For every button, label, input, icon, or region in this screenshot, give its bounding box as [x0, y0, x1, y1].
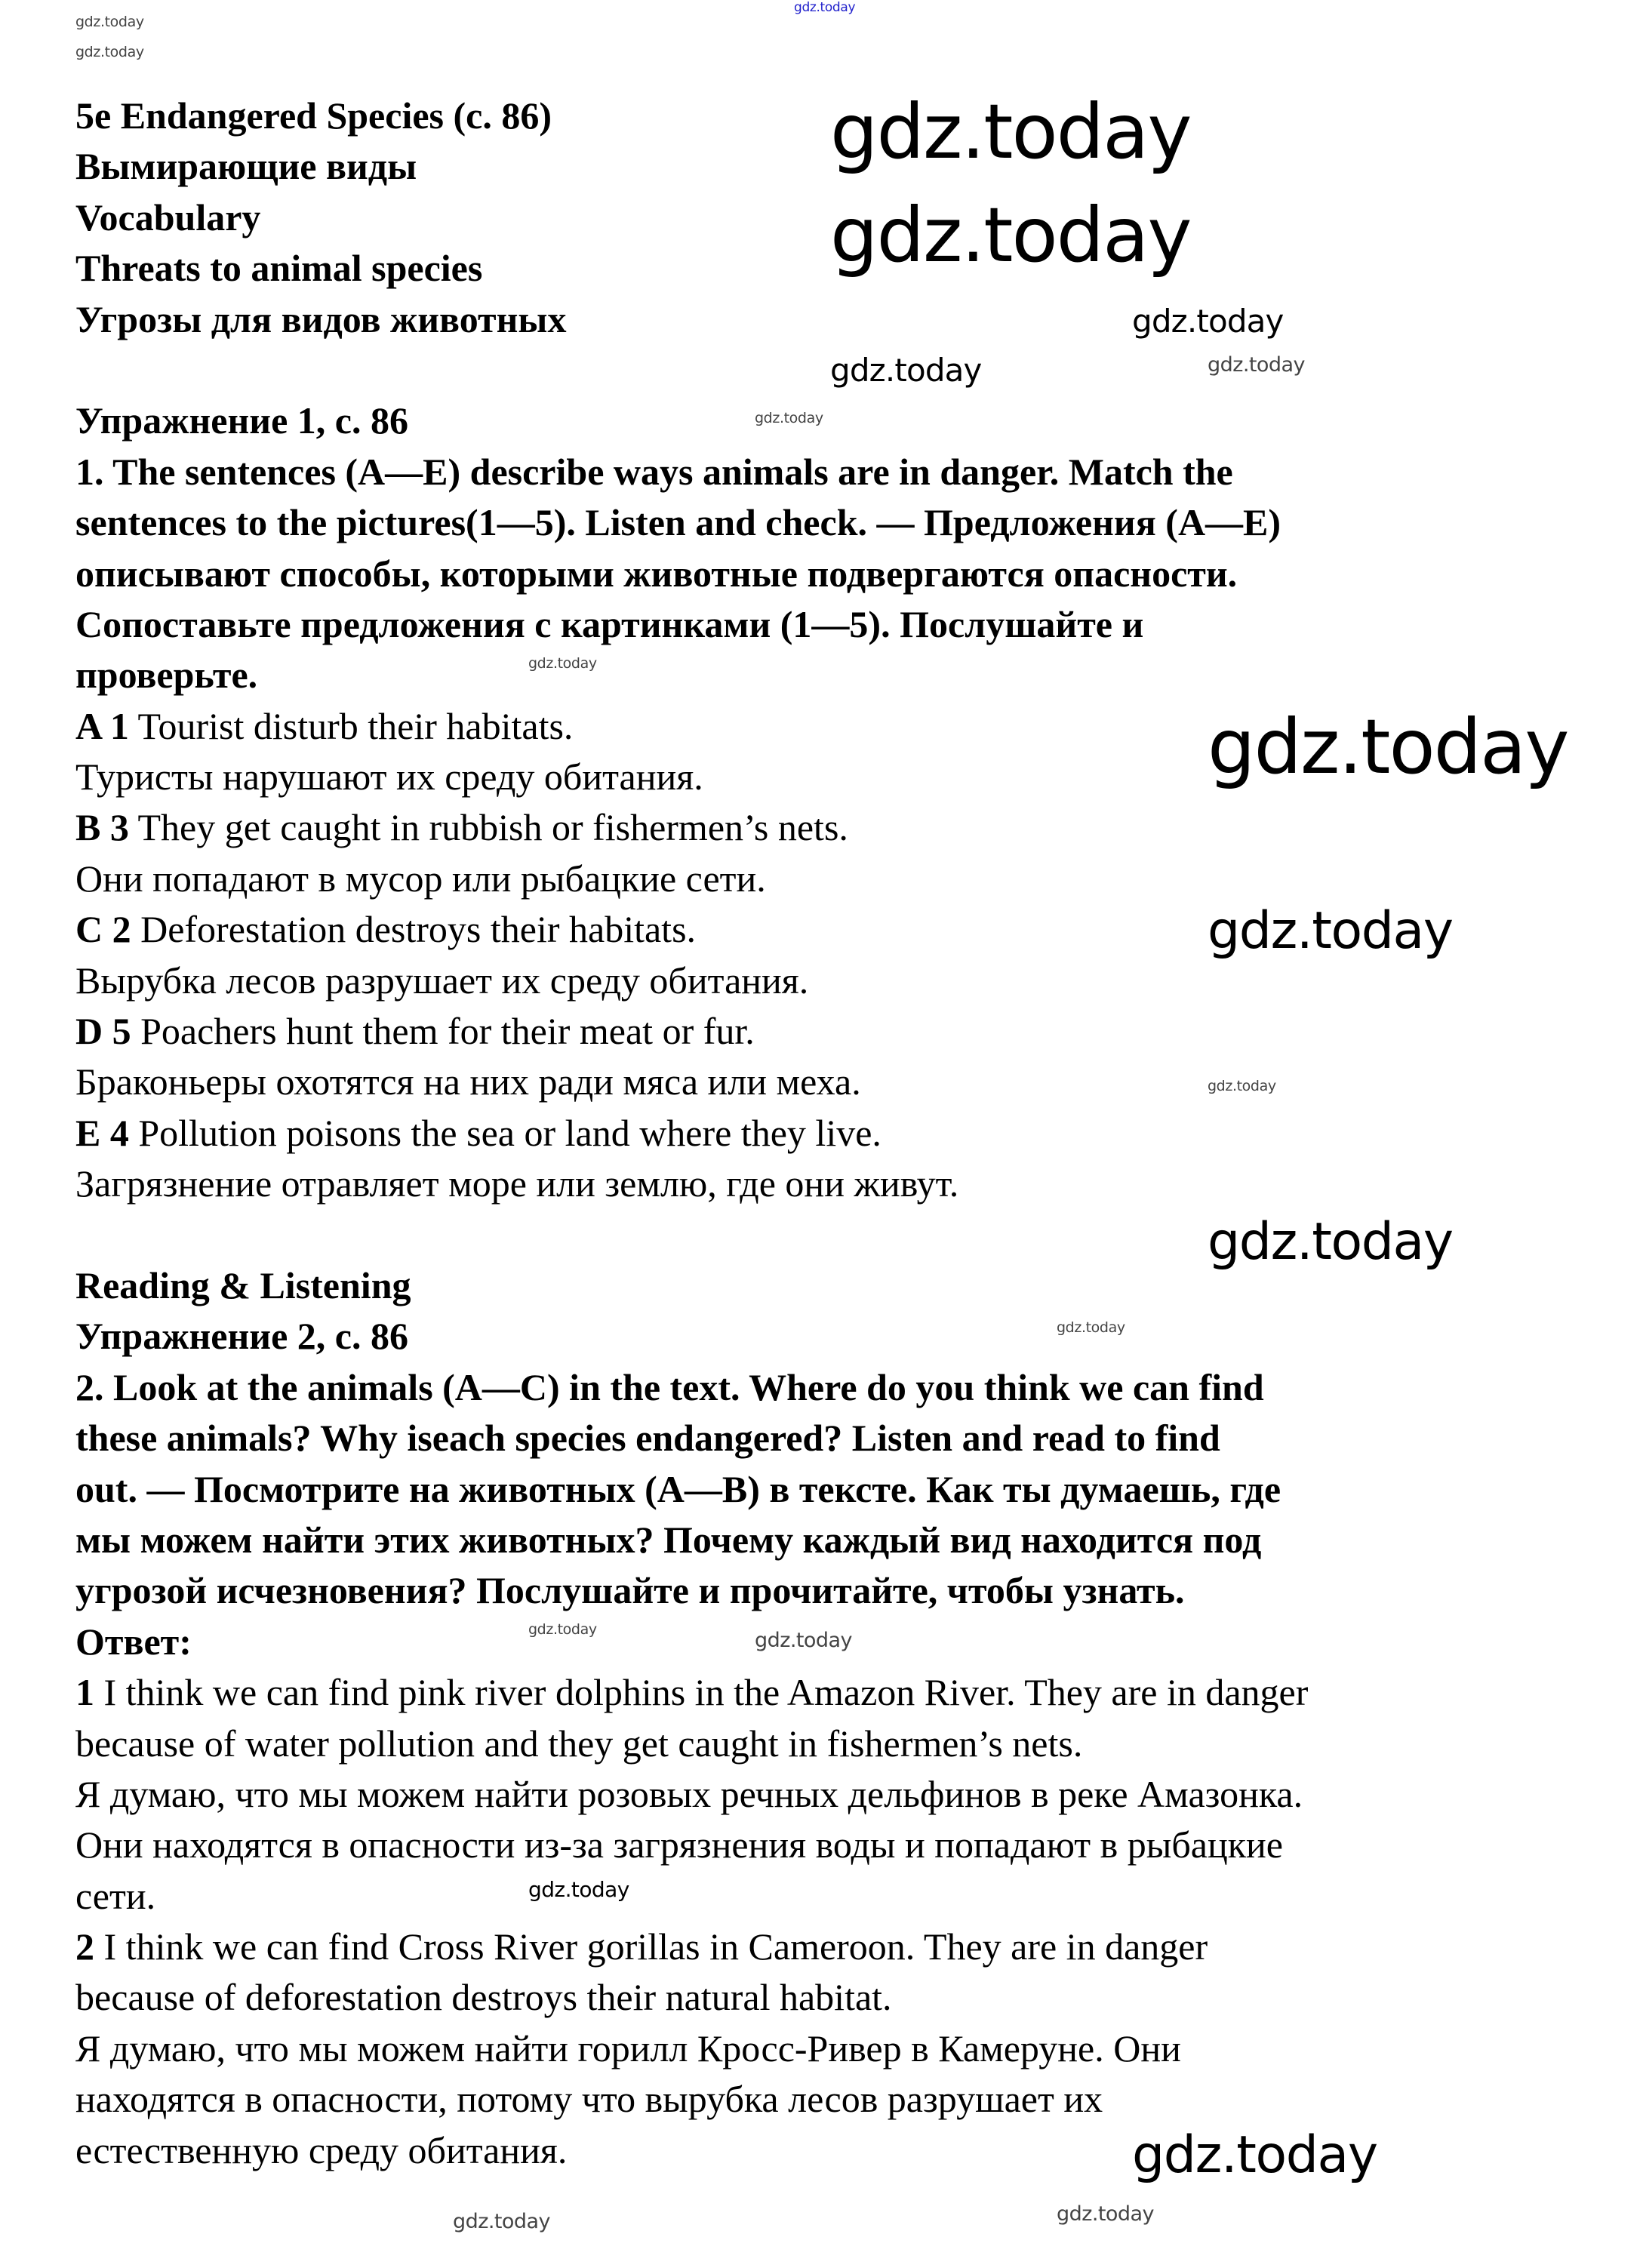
bold-text: угрозой исчезновения? Послушайте и прочитайте, чтобы узнать.	[75, 1569, 1185, 1612]
watermark: gdz.today	[830, 88, 1191, 176]
bold-text: 2	[75, 1925, 94, 1968]
regular-text: Я думаю, что мы можем найти розовых речных дельфинов в реке Амазонка.	[75, 1772, 1303, 1815]
text-line	[75, 1057, 1585, 1107]
text-line	[75, 956, 1585, 1006]
regular-text: Tourist disturb their habitats.	[128, 704, 574, 747]
regular-text: Deforestation destroys their habitats.	[131, 908, 697, 951]
text-line	[75, 1565, 1585, 1616]
bold-text: C 2	[75, 908, 131, 951]
bold-text: Vocabulary	[75, 195, 261, 238]
text-line	[75, 1719, 1585, 1769]
regular-text: Браконьеры охотятся на них ради мяса или меха.	[75, 1060, 861, 1103]
watermark: gdz.today	[794, 0, 856, 15]
text-line	[75, 294, 1585, 345]
text-line	[75, 1159, 1585, 1209]
text-line	[75, 1820, 1585, 1870]
text-line	[75, 599, 1585, 650]
bold-text: Сопоставьте предложения с картинками (1—5). Послушайте и	[75, 602, 1144, 645]
text-line	[75, 802, 1585, 853]
watermark: gdz.today	[75, 44, 144, 60]
bold-text: out. — Посмотрите на животных (A—B) в тексте. Как ты думаешь, где	[75, 1467, 1281, 1510]
bold-text: Reading & Listening	[75, 1263, 411, 1306]
watermark: gdz.today	[453, 2210, 550, 2233]
text-line	[75, 447, 1585, 497]
text-line	[75, 1413, 1585, 1463]
bold-text: описывают способы, которыми животные подвергаются опасности.	[75, 552, 1238, 595]
text-line	[75, 497, 1585, 548]
watermark: gdz.today	[755, 410, 823, 426]
text-line	[75, 2023, 1585, 2074]
watermark: gdz.today	[1057, 1319, 1125, 1336]
bold-text: E 4	[75, 1111, 129, 1154]
text-line	[75, 549, 1585, 599]
regular-text: I think we can find pink river dolphins in the Amazon River. They are in danger	[94, 1671, 1309, 1714]
document-body	[75, 88, 1585, 2176]
bold-text: sentences to the pictures(1—5). Listen and check. — Предложения (A—E)	[75, 501, 1281, 544]
text-line	[75, 2074, 1585, 2125]
bold-text: 1	[75, 1671, 94, 1714]
bold-text: проверьте.	[75, 654, 258, 697]
text-line	[75, 1769, 1585, 1820]
text-line	[75, 1922, 1585, 1972]
text-line	[75, 854, 1585, 904]
bold-text: Угрозы для видов животных	[75, 297, 567, 340]
bold-text: Threats to animal species	[75, 247, 483, 290]
text-line	[75, 1667, 1585, 1718]
text-line	[75, 1108, 1585, 1159]
regular-text: because of deforestation destroys their natural habitat.	[75, 1976, 892, 2019]
watermark: gdz.today	[755, 1629, 852, 1652]
bold-text: 2. Look at the animals (A—C) in the text. Where do you think we can find	[75, 1365, 1264, 1408]
watermark: gdz.today	[1208, 901, 1453, 961]
bold-text: Упражнение 2, с. 86	[75, 1315, 408, 1358]
bold-text: Ответ:	[75, 1620, 192, 1663]
watermark: gdz.today	[1208, 1078, 1276, 1094]
text-line	[75, 1464, 1585, 1515]
watermark: gdz.today	[528, 1877, 629, 1902]
regular-text: Я думаю, что мы можем найти горилл Кросс-Ривер в Камеруне. Они	[75, 2026, 1181, 2070]
text-line	[75, 1871, 1585, 1922]
watermark: gdz.today	[75, 14, 144, 30]
bold-text: Упражнение 1, с. 86	[75, 399, 408, 442]
bold-text: Вымирающие виды	[75, 145, 417, 188]
text-line	[75, 1515, 1585, 1565]
regular-text: сети.	[75, 1874, 156, 1917]
text-line	[75, 1006, 1585, 1057]
text-line	[75, 1311, 1585, 1362]
regular-text: естественную среду обитания.	[75, 2128, 568, 2171]
regular-text: Туристы нарушают их среду обитания.	[75, 755, 703, 799]
bold-text: B 3	[75, 806, 129, 849]
text-line	[75, 1362, 1585, 1413]
bold-text: these animals? Why iseach species endangered? Listen and read to find	[75, 1417, 1220, 1460]
text-line	[75, 650, 1585, 700]
text-line	[75, 1972, 1585, 2023]
regular-text: Pollution poisons the sea or land where they live.	[128, 1111, 881, 1154]
regular-text: Они находятся в опасности из-за загрязнения воды и попадают в рыбацкие	[75, 1823, 1283, 1866]
bold-text: A 1	[75, 704, 129, 747]
regular-text: I think we can find Cross River gorillas in Cameroon. They are in danger	[94, 1925, 1208, 1968]
watermark: gdz.today	[1208, 353, 1305, 377]
watermark: gdz.today	[528, 1621, 597, 1638]
watermark: gdz.today	[830, 191, 1191, 279]
regular-text: Poachers hunt them for their meat or fur.	[131, 1010, 755, 1053]
text-line	[75, 395, 1585, 446]
regular-text: находятся в опасности, потому что вырубка лесов разрушает их	[75, 2078, 1103, 2121]
regular-text: Загрязнение отравляет море или землю, где они живут.	[75, 1162, 959, 1205]
watermark: gdz.today	[528, 655, 597, 672]
watermark: gdz.today	[830, 352, 982, 389]
watermark: gdz.today	[1057, 2202, 1154, 2226]
regular-text: Вырубка лесов разрушает их среду обитания.	[75, 959, 809, 1002]
regular-text: because of water pollution and they get caught in fishermen’s nets.	[75, 1722, 1083, 1765]
regular-text: They get caught in rubbish or fishermen’s nets.	[128, 806, 848, 849]
watermark: gdz.today	[1132, 303, 1284, 340]
watermark: gdz.today	[1132, 2125, 1377, 2185]
bold-text: 1. The sentences (A—E) describe ways animals are in danger. Match the	[75, 450, 1233, 493]
watermark: gdz.today	[1208, 703, 1568, 791]
bold-text: D 5	[75, 1010, 131, 1053]
bold-text: 5e Endangered Species (с. 86)	[75, 94, 552, 137]
watermark: gdz.today	[1208, 1212, 1453, 1272]
regular-text: Они попадают в мусор или рыбацкие сети.	[75, 857, 766, 900]
bold-text: мы можем найти этих животных? Почему каждый вид находится под	[75, 1518, 1262, 1561]
